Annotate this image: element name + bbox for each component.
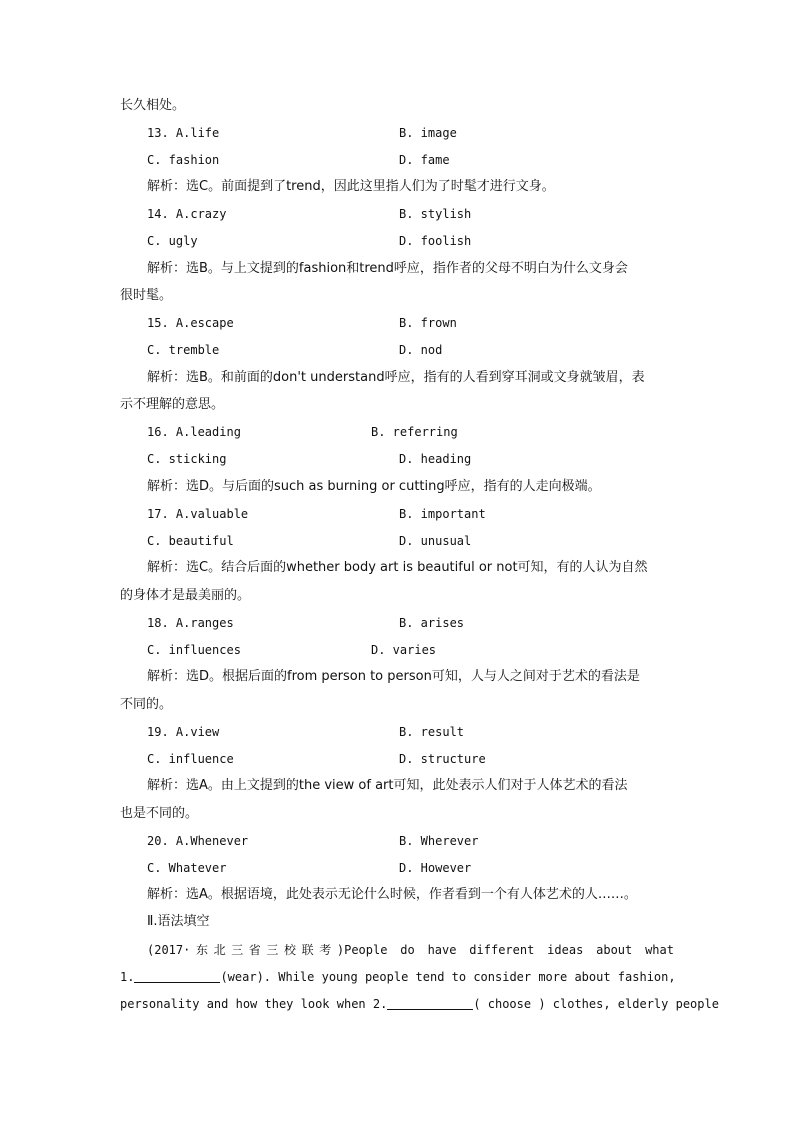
question-14-row1 bbox=[0, 204, 794, 224]
q20-option-b: B. Wherever bbox=[399, 834, 479, 848]
question-14-row2 bbox=[0, 231, 794, 251]
q15-option-a: 15. A.escape bbox=[147, 316, 234, 330]
q16-option-a: 16. A.leading bbox=[147, 425, 241, 439]
q15-option-b: B. frown bbox=[399, 316, 457, 330]
q20-option-c: C. Whatever bbox=[147, 861, 227, 875]
q15-option-d: D. nod bbox=[399, 343, 443, 357]
q13-option-a: 13. A.life bbox=[147, 126, 220, 140]
q15-explanation-line1: 解析：选B。和前面的don't understand呼应，指有的人看到穿耳洞或文身就皱眉，表 bbox=[147, 370, 645, 385]
q19-explanation-line1: 解析：选A。由上文提到的the view of art可知，此处表示人们对于人体艺术的看法 bbox=[147, 778, 628, 793]
q18-option-d: D. varies bbox=[371, 643, 437, 657]
q19-option-a: 19. A.view bbox=[147, 725, 220, 739]
passage-line2 bbox=[120, 967, 676, 987]
question-18-row2 bbox=[0, 640, 794, 660]
q15-explanation-line2: 示不理解的意思。 bbox=[120, 397, 225, 412]
q14-option-d: D. foolish bbox=[399, 234, 472, 248]
q17-option-a: 17. A.valuable bbox=[147, 507, 249, 521]
q13-explanation: 解析：选C。前面提到了trend，因此这里指人们为了时髦才进行文身。 bbox=[147, 179, 555, 194]
section-heading: Ⅱ.语法填空 bbox=[147, 914, 210, 929]
q19-option-d: D. structure bbox=[399, 752, 486, 766]
q13-option-b: B. image bbox=[399, 126, 457, 140]
q20-option-d: D. However bbox=[399, 861, 472, 875]
q16-explanation: 解析：选D。与后面的such as burning or cutting呼应，指有的人走向极端。 bbox=[147, 479, 601, 494]
blank-number-1: 1. bbox=[120, 970, 135, 984]
q15-option-c: C. tremble bbox=[147, 343, 220, 357]
passage-line3-text: ( choose ) clothes, elderly people bbox=[473, 997, 719, 1011]
q18-explanation-line1: 解析：选D。根据后面的from person to person可知，人与人之间对于艺术的看法是 bbox=[147, 669, 640, 684]
question-20-row1 bbox=[0, 831, 794, 851]
passage-line1: (2017·东北三省三校联考)People do have different ideas about what bbox=[147, 943, 674, 957]
question-20-row2 bbox=[0, 858, 794, 878]
q14-option-c: C. ugly bbox=[147, 234, 198, 248]
q18-option-c: C. influences bbox=[147, 643, 241, 657]
question-16-row2 bbox=[0, 449, 794, 469]
question-13-row1 bbox=[0, 123, 794, 143]
q17-option-c: C. beautiful bbox=[147, 534, 234, 548]
q17-option-d: D. unusual bbox=[399, 534, 472, 548]
q19-option-b: B. result bbox=[399, 725, 465, 739]
q13-option-d: D. fame bbox=[399, 153, 450, 167]
question-19-row2 bbox=[0, 749, 794, 769]
q17-option-b: B. important bbox=[399, 507, 486, 521]
q18-explanation-line2: 不同的。 bbox=[120, 697, 173, 712]
passage-line3-prefix: personality and how they look when 2. bbox=[120, 997, 388, 1011]
q19-explanation-line2: 也是不同的。 bbox=[120, 806, 199, 821]
q14-option-b: B. stylish bbox=[399, 207, 472, 221]
q20-explanation: 解析：选A。根据语境，此处表示无论什么时候，作者看到一个有人体艺术的人……。 bbox=[147, 887, 637, 902]
q14-explanation-line2: 很时髦。 bbox=[120, 288, 173, 303]
q14-explanation-line1: 解析：选B。与上文提到的fashion和trend呼应，指作者的父母不明白为什么文身会 bbox=[147, 261, 628, 276]
question-18-row1 bbox=[0, 613, 794, 633]
question-17-row2 bbox=[0, 531, 794, 551]
q20-option-a: 20. A.Whenever bbox=[147, 834, 249, 848]
q16-option-c: C. sticking bbox=[147, 452, 227, 466]
passage-line3 bbox=[120, 994, 719, 1014]
q19-option-c: C. influence bbox=[147, 752, 234, 766]
question-15-row1 bbox=[0, 313, 794, 333]
q18-option-a: 18. A.ranges bbox=[147, 616, 234, 630]
q17-explanation-line1: 解析：选C。结合后面的whether body art is beautiful or not可知，有的人认为自然 bbox=[147, 560, 648, 575]
question-15-row2 bbox=[0, 340, 794, 360]
question-16-row1 bbox=[0, 422, 794, 442]
question-19-row1 bbox=[0, 722, 794, 742]
q13-option-c: C. fashion bbox=[147, 153, 220, 167]
question-13-row2 bbox=[0, 150, 794, 170]
q16-option-b: B. referring bbox=[371, 425, 458, 439]
question-17-row1 bbox=[0, 504, 794, 524]
q18-option-b: B. arises bbox=[399, 616, 465, 630]
blank-1[interactable] bbox=[134, 968, 220, 983]
q16-option-d: D. heading bbox=[399, 452, 472, 466]
blank-2[interactable] bbox=[387, 995, 473, 1010]
intro-tail: 长久相处。 bbox=[120, 98, 186, 113]
q17-explanation-line2: 的身体才是最美丽的。 bbox=[120, 588, 251, 603]
q14-option-a: 14. A.crazy bbox=[147, 207, 227, 221]
passage-line2-text: (wear). While young people tend to consider more about fashion, bbox=[220, 970, 676, 984]
